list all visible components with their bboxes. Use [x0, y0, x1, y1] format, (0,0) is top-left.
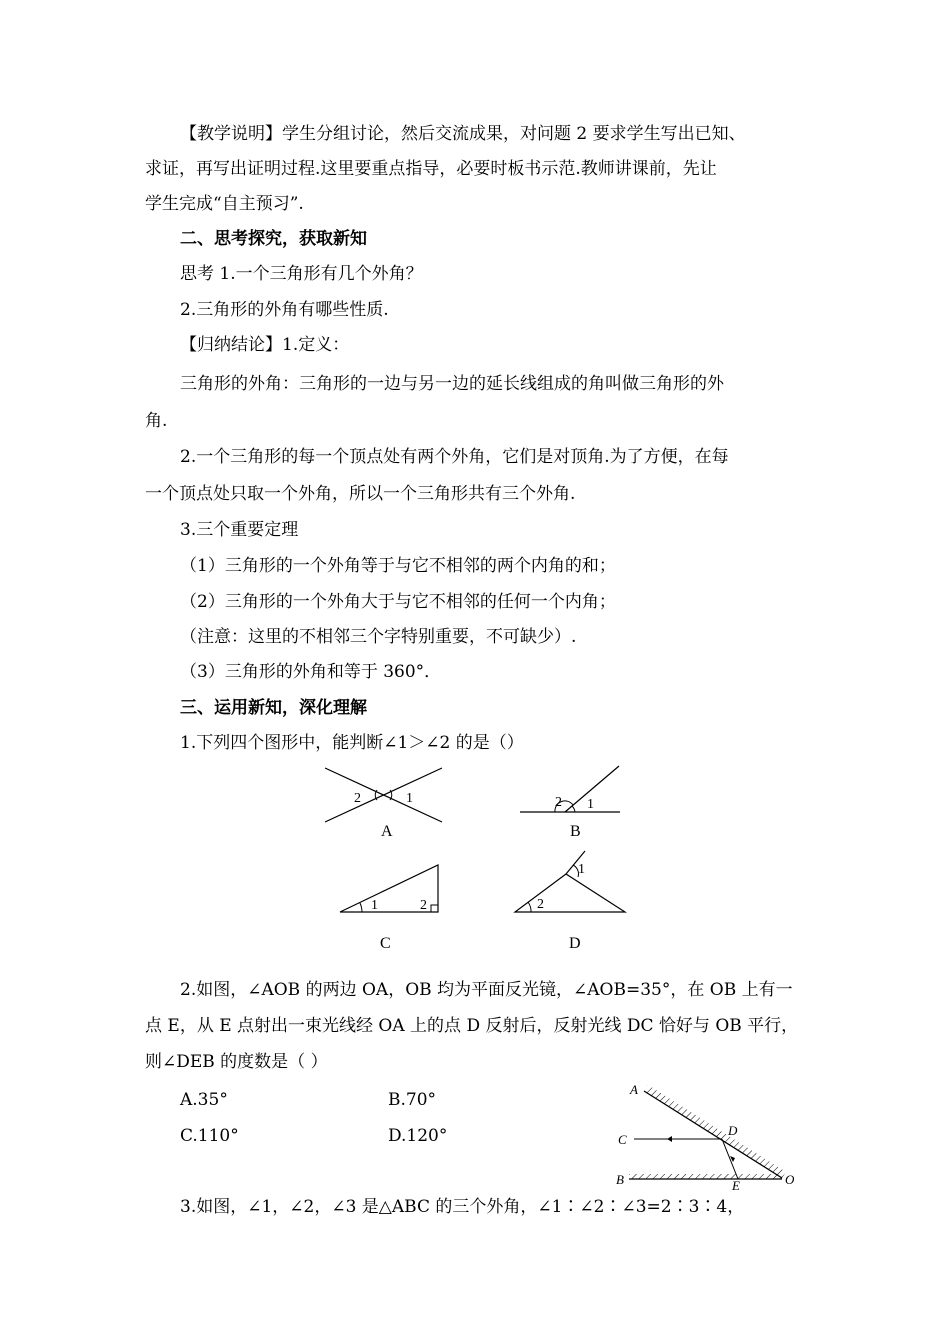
q1-figure-a	[320, 760, 450, 840]
figure-d-triangle	[515, 874, 625, 912]
conclusion-heading: 【归纳结论】1.定义：	[180, 335, 350, 355]
figure-c-right-angle-mark	[431, 905, 438, 912]
figure-d-label-1: 1	[578, 862, 585, 877]
figure-b-label-2: 2	[555, 795, 562, 810]
q2-mirror-figure	[612, 1078, 802, 1190]
think-question-2: 2.三角形的外角有哪些性质.	[180, 300, 389, 320]
theorem-1: （1）三角形的一个外角等于与它不相邻的两个内角的和；	[180, 556, 616, 576]
theorem-2: （2）三角形的一个外角大于与它不相邻的任何一个内角；	[180, 592, 616, 612]
figure-a-label-1: 1	[406, 791, 413, 806]
q2-option-b: B.70°	[388, 1090, 437, 1110]
question-1: 1.下列四个图形中，能判断∠1＞∠2 的是（）	[180, 733, 524, 753]
point-label-o: O	[785, 1172, 795, 1187]
question-2-line-3: 则∠DEB 的度数是（ ）	[145, 1052, 328, 1072]
figure-d-caption: D	[569, 935, 581, 952]
figure-c-caption: C	[380, 935, 391, 952]
question-2-line-2: 点 E，从 E 点射出一束光线经 OA 上的点 D 反射后，反射光线 DC 恰好与 OB 平行，	[145, 1016, 799, 1036]
point-3-heading: 3.三个重要定理	[180, 520, 299, 540]
point-label-b: B	[616, 1172, 624, 1187]
figure-a-caption: A	[381, 823, 393, 840]
theorem-note: （注意：这里的不相邻三个字特别重要，不可缺少）.	[180, 627, 577, 647]
mirror-ob-hatching	[629, 1174, 782, 1179]
figure-d-label-2: 2	[537, 897, 544, 912]
figure-c-label-2: 2	[420, 898, 427, 913]
think-question-1: 思考 1.一个三角形有几个外角？	[180, 264, 423, 284]
figure-b-label-1: 1	[587, 797, 594, 812]
q1-figure-d	[510, 848, 630, 955]
q1-figure-b	[515, 760, 625, 840]
point-label-a: A	[630, 1082, 638, 1097]
figure-d-angle-2-arc	[528, 902, 531, 912]
q2-option-c: C.110°	[180, 1126, 239, 1146]
q2-option-d: D.120°	[388, 1126, 448, 1146]
teaching-note-line-2: 求证，再写出证明过程.这里要重点指导，必要时板书示范.教师讲课前，先让	[145, 159, 717, 179]
mirror-oa	[644, 1091, 782, 1178]
figure-a-label-2: 2	[354, 791, 361, 806]
question-2-line-1: 2.如图，∠AOB 的两边 OA，OB 均为平面反光镜，∠AOB=35°，在 OB 上有一	[180, 980, 793, 1000]
point-label-c: C	[618, 1132, 627, 1147]
definition-line-2: 角.	[145, 411, 168, 431]
teaching-note-line-1: 【教学说明】学生分组讨论，然后交流成果，对问题 2 要求学生写出已知、	[180, 124, 746, 144]
question-3: 3.如图，∠1，∠2，∠3 是△ABC 的三个外角，∠1∶∠2∶∠3=2∶3∶4，	[180, 1197, 745, 1217]
q1-figure-c	[335, 860, 445, 955]
figure-c-label-1: 1	[371, 898, 378, 913]
mirror-oa-hatching	[644, 1085, 786, 1178]
figure-c-angle-1-arc	[360, 903, 362, 912]
theorem-3: （3）三角形的外角和等于 360°．	[180, 662, 442, 682]
section-2-heading: 二、思考探究，获取新知	[180, 229, 367, 249]
q2-option-a: A.35°	[180, 1090, 228, 1110]
point-label-e: E	[732, 1178, 740, 1190]
point-2-line-1: 2.一个三角形的每一个顶点处有两个外角，它们是对顶角.为了方便，在每	[180, 447, 729, 467]
point-label-d: D	[728, 1123, 738, 1138]
figure-b-caption: B	[570, 823, 581, 840]
figure-b-angle-1-arc	[572, 806, 575, 812]
definition-line-1: 三角形的外角：三角形的一边与另一边的延长线组成的角叫做三角形的外	[180, 374, 724, 394]
ray-dc-arrow	[667, 1136, 672, 1142]
point-2-line-2: 一个顶点处只取一个外角，所以一个三角形共有三个外角.	[145, 484, 576, 504]
teaching-note-line-3: 学生完成“自主预习”.	[145, 194, 304, 214]
section-3-heading: 三、运用新知，深化理解	[180, 698, 367, 718]
